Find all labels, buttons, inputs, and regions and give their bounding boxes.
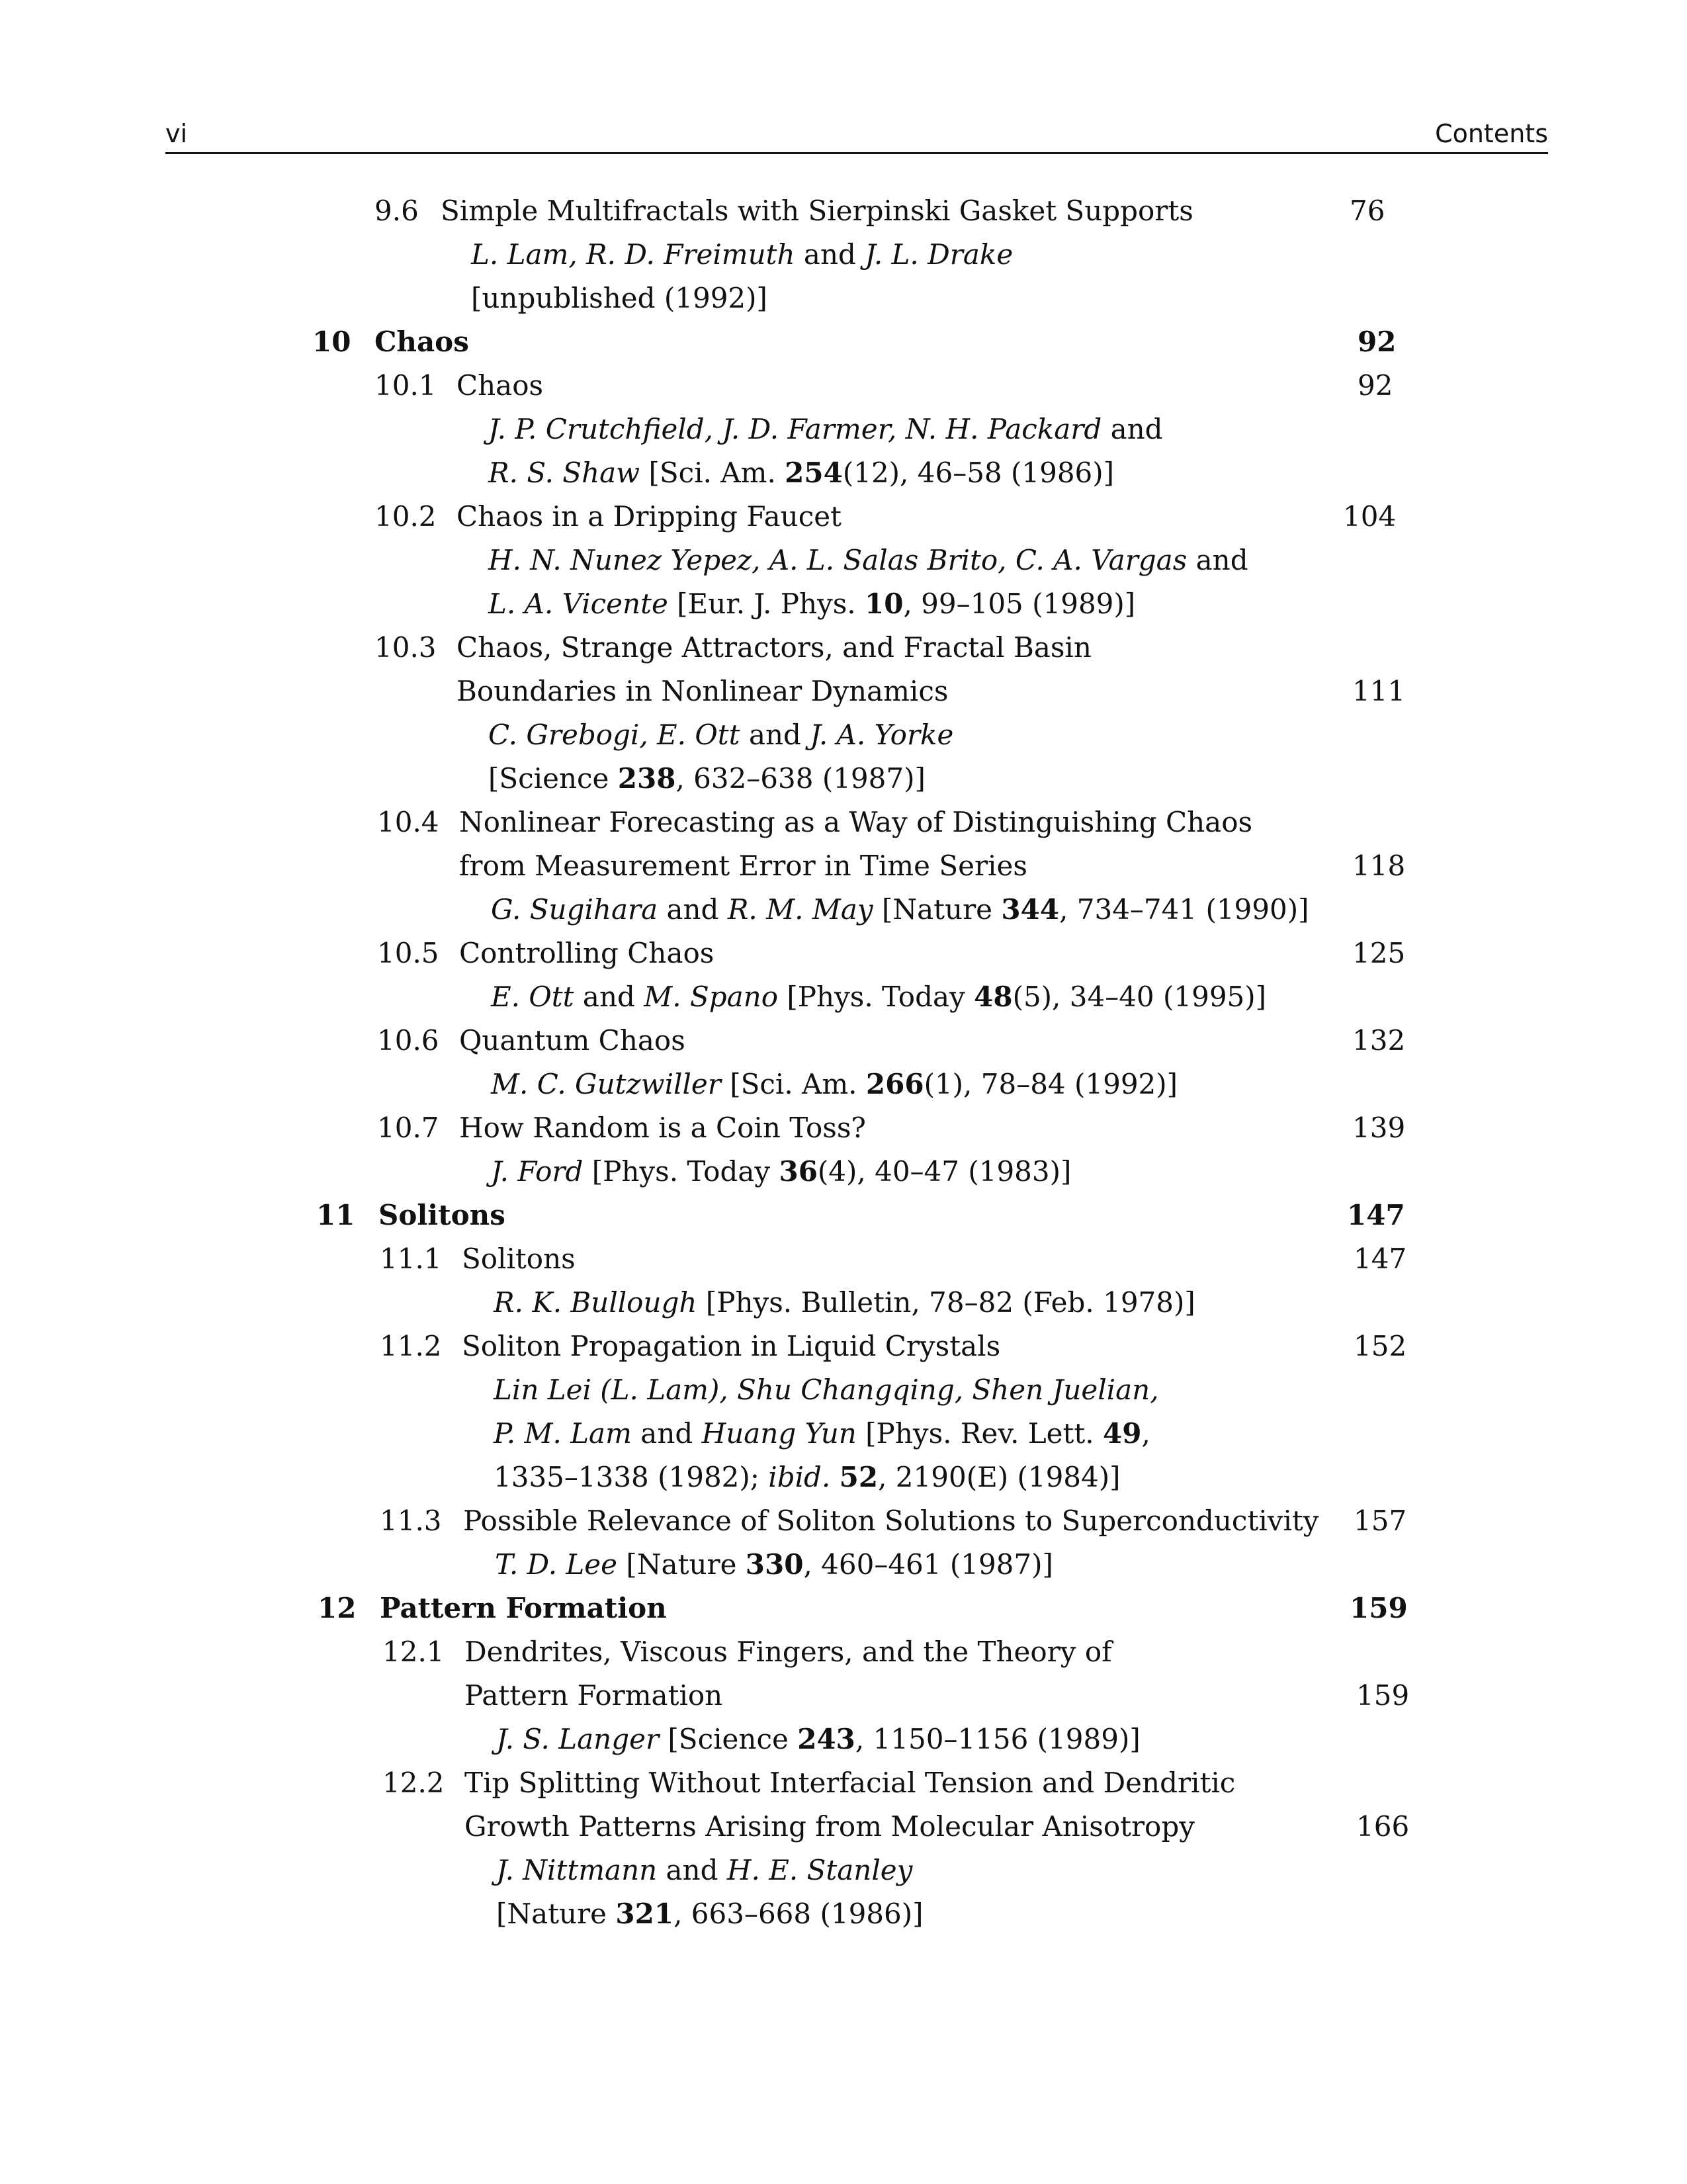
section-number: 10.6 [377,1024,439,1057]
toc-entry-10-2 [0,495,1687,539]
page-number: 104 [1343,500,1397,533]
authors-line: H. N. Nunez Yepez, A. L. Salas Brito, C. A. Vargas and [488,544,1248,576]
section-number: 10.1 [374,369,437,402]
toc-chapter-11 [0,1194,1687,1237]
authors-line: C. Grebogi, E. Ott and J. A. Yorke [488,719,954,751]
section-number: 10.7 [377,1112,439,1144]
page-number: 139 [1352,1112,1406,1144]
header-title: Contents [1435,119,1548,148]
title-continuation [0,1805,1687,1849]
section-title: Chaos, Strange Attractors, and Fractal Basin [456,631,1092,664]
section-title: Soliton Propagation in Liquid Crystals [462,1330,1001,1362]
toc-entry-12-2 [0,1761,1687,1805]
chapter-number: 12 [318,1592,357,1624]
toc-entry-11-2 [0,1325,1687,1368]
authors: L. Lam, R. D. Freimuth [471,238,795,271]
section-title: Tip Splitting Without Interfacial Tension and Dendritic [464,1767,1236,1799]
page-number: 147 [1354,1243,1407,1275]
section-number: 10.2 [374,500,437,533]
toc-entry-10-5 [0,932,1687,975]
page-number: 152 [1354,1330,1407,1362]
authors-line: L. Lam, R. D. Freimuth and J. L. Drake [471,238,1014,271]
page-number: 159 [1356,1679,1410,1712]
reference-line: [Science 238, 632–638 (1987)] [488,762,926,795]
reference-line: [Nature 321, 663–668 (1986)] [496,1898,924,1930]
section-number: 10.5 [377,937,439,969]
page-number: 159 [1350,1592,1408,1624]
page-number: 125 [1352,937,1406,969]
section-number: 12.2 [382,1767,445,1799]
toc-entry-11-1 [0,1237,1687,1281]
page-number: 76 [1350,195,1385,227]
section-number: 9.6 [374,195,419,227]
page-number: 166 [1356,1810,1410,1843]
toc-entry-10-3 [0,626,1687,670]
reference-line: 1335–1338 (1982); ibid. 52, 2190(E) (1984)] [494,1461,1121,1493]
page-number: 157 [1354,1505,1407,1537]
chapter-title: Chaos [374,326,469,358]
authors-line: E. Ott and M. Spano [Phys. Today 48(5), 34–40 (1995)] [491,981,1267,1013]
section-title: Quantum Chaos [459,1024,685,1057]
title-continuation [0,670,1687,713]
page-number: 147 [1347,1199,1405,1231]
chapter-title: Pattern Formation [380,1592,667,1624]
page-number: 92 [1358,369,1393,402]
section-title: Chaos in a Dripping Faucet [456,500,842,533]
reference-line: R. S. Shaw [Sci. Am. 254(12), 46–58 (1986)] [488,457,1115,489]
title-continuation [0,1674,1687,1718]
page-number: 132 [1352,1024,1406,1057]
page-number: 111 [1352,675,1406,707]
reference-line: L. A. Vicente [Eur. J. Phys. 10, 99–105 (1989)] [488,588,1136,620]
section-title: Possible Relevance of Soliton Solutions to Superconductivity [463,1505,1319,1537]
section-number: 11.3 [380,1505,442,1537]
toc-chapter-10 [0,320,1687,364]
section-title: Controlling Chaos [459,937,714,969]
toc-entry-10-7 [0,1106,1687,1150]
section-title: Simple Multifractals with Sierpinski Gasket Supports [441,195,1193,227]
toc-entry-12-1 [0,1630,1687,1674]
authors-line: G. Sugihara and R. M. May [Nature 344, 734–741 (1990)] [491,893,1309,926]
section-title: How Random is a Coin Toss? [459,1112,866,1144]
section-title: Chaos [456,369,544,402]
authors-line: J. Nittmann and H. E. Stanley [496,1854,913,1886]
authors-line: Lin Lei (L. Lam), Shu Changqing, Shen Juelian, [494,1374,1159,1406]
section-title: Solitons [462,1243,576,1275]
chapter-title: Solitons [378,1199,505,1231]
authors-line: J. S. Langer [Science 243, 1150–1156 (1989)] [496,1723,1141,1755]
section-title: Growth Patterns Arising from Molecular Anisotropy [464,1810,1195,1843]
section-title: from Measurement Error in Time Series [459,850,1027,882]
section-title: Dendrites, Viscous Fingers, and the Theory of [464,1636,1112,1668]
authors-line: M. C. Gutzwiller [Sci. Am. 266(1), 78–84 (1992)] [491,1068,1178,1100]
section-number: 11.1 [380,1243,442,1275]
authors-line: J. P. Crutchfield, J. D. Farmer, N. H. Packard and [488,413,1163,445]
section-title: Boundaries in Nonlinear Dynamics [456,675,949,707]
section-title: Nonlinear Forecasting as a Way of Distinguishing Chaos [459,806,1253,838]
chapter-number: 11 [316,1199,355,1231]
authors-line: P. M. Lam and Huang Yun [Phys. Rev. Lett. 49, [494,1417,1150,1450]
toc-entry-10-6 [0,1019,1687,1063]
toc-chapter-12 [0,1587,1687,1630]
toc-entry-9-6 [0,189,1687,233]
authors: J. L. Drake [865,238,1014,271]
section-number: 11.2 [380,1330,442,1362]
authors-line: R. K. Bullough [Phys. Bulletin, 78–82 (Feb. 1978)] [494,1286,1195,1319]
page-number: 118 [1352,850,1406,882]
section-number: 10.3 [374,631,437,664]
authors-line: T. D. Lee [Nature 330, 460–461 (1987)] [495,1548,1053,1581]
title-continuation [0,844,1687,888]
section-title: Pattern Formation [464,1679,723,1712]
chapter-number: 10 [312,326,351,358]
reference: [unpublished (1992)] [471,282,767,314]
page-number-label: vi [165,119,188,148]
section-number: 10.4 [377,806,439,838]
toc-entry-10-1 [0,364,1687,408]
reference-line [0,277,1687,320]
page-number: 92 [1358,326,1397,358]
toc-entry-10-4 [0,801,1687,844]
section-number: 12.1 [382,1636,445,1668]
toc-entry-11-3 [0,1499,1687,1543]
authors-line: J. Ford [Phys. Today 36(4), 40–47 (1983)] [491,1155,1072,1188]
